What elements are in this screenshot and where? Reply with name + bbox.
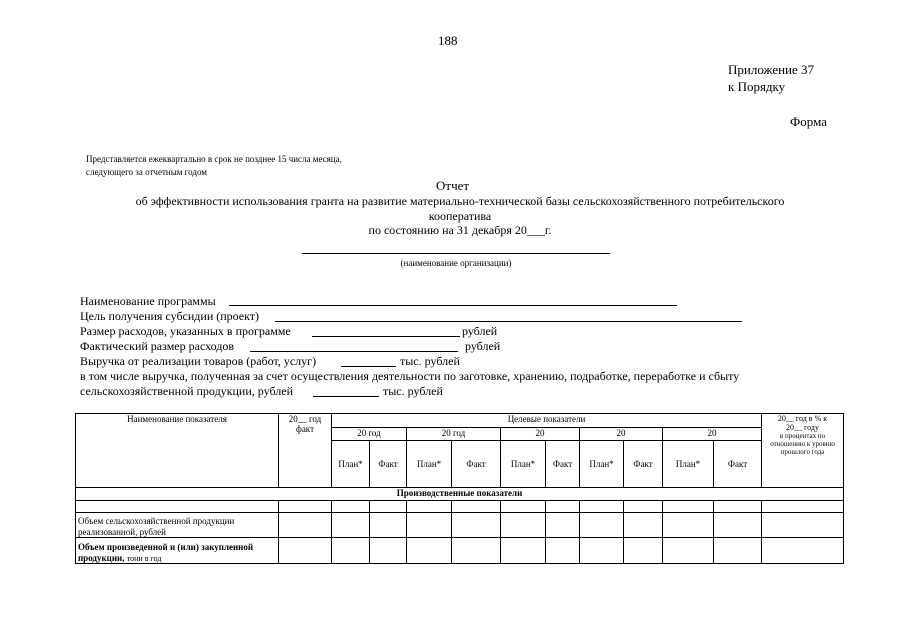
revenue-label: Выручка от реализации товаров (работ, услуг): [80, 354, 317, 368]
report-date-line: по состоянию на 31 декабря 20___г.: [368, 223, 552, 237]
program-name-line[interactable]: [229, 305, 677, 306]
revenue-unit: тыс. рублей: [400, 354, 460, 368]
header-plan-4: План*: [580, 441, 624, 488]
report-title-line2: кооператива: [428, 209, 492, 223]
header-plan-3: План*: [501, 441, 546, 488]
header-fact-3: Факт: [546, 441, 580, 488]
indicators-table: [75, 413, 844, 564]
program-expenses-line[interactable]: [312, 336, 460, 337]
table-row: [76, 513, 844, 538]
revenue-detail-fill-line[interactable]: [313, 396, 379, 397]
organization-name-line[interactable]: [302, 253, 610, 254]
appendix-reference: к Порядку: [728, 79, 786, 94]
header-fact-1: Факт: [370, 441, 407, 488]
program-name-label: Наименование программы: [80, 294, 216, 308]
header-fact-4: Факт: [624, 441, 663, 488]
header-target-year-4: 20: [580, 428, 663, 441]
row-sold-production-volume: Объем сельскохозяйственной продукции реализованной, рублей: [76, 513, 279, 538]
header-target-year-3: 20: [501, 428, 580, 441]
appendix-label: Приложение 37: [728, 62, 815, 77]
program-expenses-label: Размер расходов, указанных в программе: [80, 324, 291, 338]
revenue-detail-line2: сельскохозяйственной продукции, рублей: [80, 384, 293, 398]
header-percent-previous-year: 20__ год в % к 20__ году в процентах по отношению к уровню прошлого года: [762, 414, 844, 488]
actual-expenses-line[interactable]: [250, 351, 458, 352]
header-plan-5: План*: [663, 441, 714, 488]
report-title-line1: об эффективности использования гранта на развитие материально-технической базы сельскохозяйственного потребительского: [135, 194, 785, 208]
subsidy-goal-line[interactable]: [275, 321, 742, 322]
actual-expenses-label: Фактический размер расходов: [80, 339, 235, 353]
header-fact-2: Факт: [452, 441, 501, 488]
header-plan-2: План*: [407, 441, 452, 488]
header-target-year-1: 20 год: [332, 428, 407, 441]
revenue-detail-line1: в том числе выручка, полученная за счет осуществления деятельности по заготовке, хранению, подработке, переработке и сбыту: [80, 369, 740, 383]
program-expenses-unit: рублей: [462, 324, 498, 338]
section-production-indicators: Производственные показатели: [76, 488, 844, 501]
page-number: 188: [438, 33, 458, 48]
subsidy-goal-label: Цель получения субсидии (проект): [80, 309, 260, 323]
form-label: Форма: [790, 114, 827, 129]
table-row: [76, 501, 844, 513]
header-target-indicators: Целевые показатели: [332, 414, 762, 428]
organization-caption: (наименование организации): [400, 258, 512, 268]
submission-note-line1: Представляется ежеквартально в срок не позднее 15 числа месяца,: [86, 154, 342, 164]
header-target-year-2: 20 год: [407, 428, 501, 441]
revenue-line[interactable]: [341, 366, 396, 367]
header-target-year-5: 20: [663, 428, 762, 441]
header-plan-1: План*: [332, 441, 370, 488]
submission-note-line2: следующего за отчетным годом: [86, 167, 207, 177]
header-fact-5: Факт: [714, 441, 762, 488]
report-heading: Отчет: [436, 178, 470, 193]
table-row: [76, 538, 844, 564]
revenue-detail-unit: тыс. рублей: [383, 384, 443, 398]
row-produced-purchased-volume: Объем произведенной и (или) закупленной продукции, тонн в год: [76, 538, 279, 564]
header-year-fact: 20__ год факт: [279, 414, 332, 488]
actual-expenses-unit: рублей: [465, 339, 501, 353]
header-indicator-name: Наименование показателя: [76, 414, 279, 488]
